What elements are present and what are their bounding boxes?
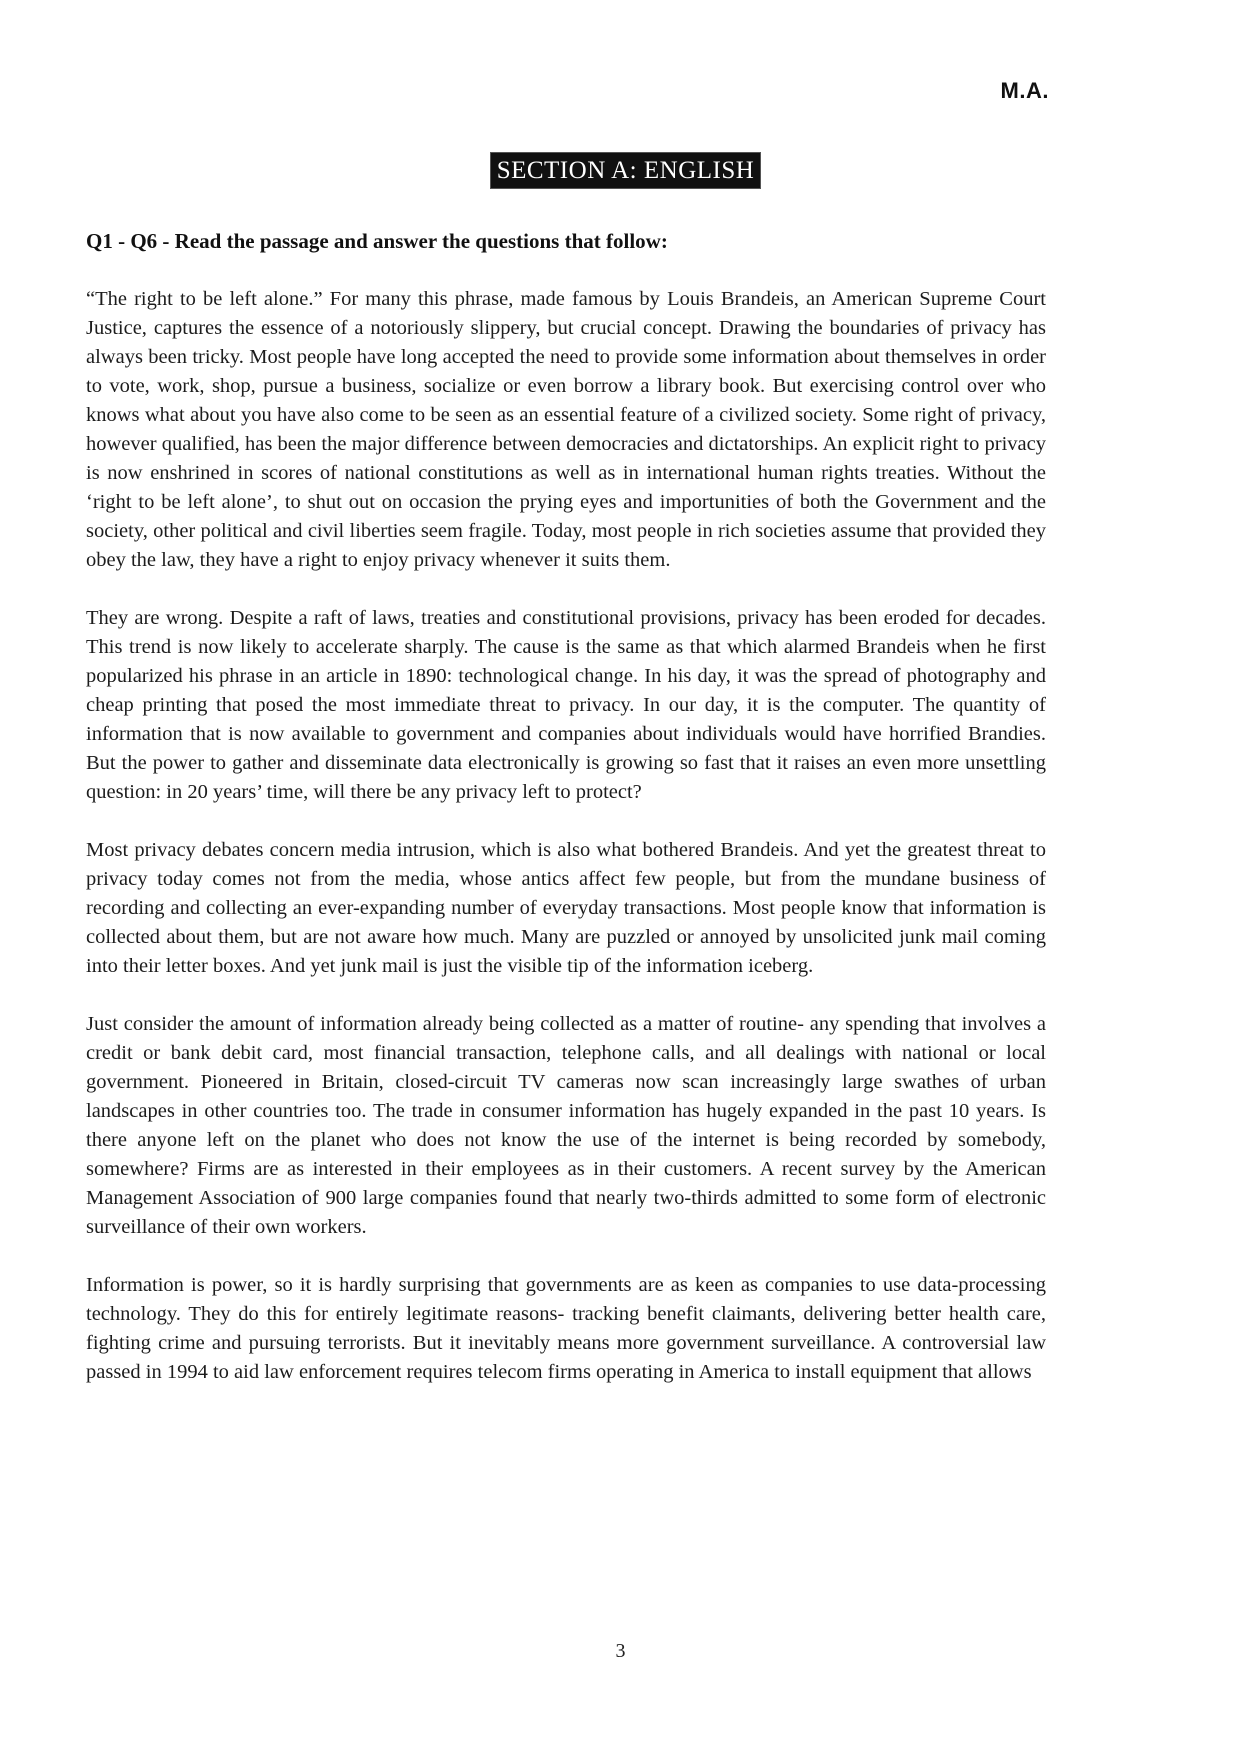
course-code: M.A. [1000, 78, 1049, 103]
question-heading: Q1 - Q6 - Read the passage and answer the questions that follow: [86, 229, 668, 253]
section-heading: SECTION A: ENGLISH [490, 152, 762, 189]
reading-passage [86, 285, 1046, 1416]
page-number: 3 [615, 1640, 626, 1662]
passage-paragraph-4: Just consider the amount of information already being collected as a matter of routine- any spending that involves a credit or bank debit card, most financial transaction, telephone calls, and all dealings with national or local government. Pioneered in Britain, closed-circuit TV cameras now scan increasingly large swathes of urban landscapes in other countries too. The trade in consumer information has hugely expanded in the past 10 years. Is there anyone left on the planet who does not know the use of the internet is being recorded by somebody, somewhere? Firms are as interested in their employees as in their customers. A recent survey by the American Management Association of 900 large companies found that nearly two-thirds admitted to some form of electronic surveillance of their own workers. [86, 1013, 1046, 1238]
passage-paragraph-5: Information is power, so it is hardly surprising that governments are as keen as companies to use data-processing technology. They do this for entirely legitimate reasons- tracking benefit claimants, delivering better health care, fighting crime and pursuing terrorists. But it inevitably means more government surveillance. A controversial law passed in 1994 to aid law enforcement requires telecom firms operating in America to install equipment that allows [86, 1274, 1046, 1383]
section-heading-container [0, 152, 1241, 189]
passage-paragraph-3: Most privacy debates concern media intrusion, which is also what bothered Brandeis. And yet the greatest threat to privacy today comes not from the media, whose antics affect few people, but from the mundane business of recording and collecting an ever-expanding number of everyday transactions. Most people know that information is collected about them, but are not aware how much. Many are puzzled or annoyed by unsolicited junk mail coming into their letter boxes. And yet junk mail is just the visible tip of the information iceberg. [86, 839, 1046, 977]
passage-paragraph-2: They are wrong. Despite a raft of laws, treaties and constitutional provisions, privacy has been eroded for decades. This trend is now likely to accelerate sharply. The cause is the same as that which alarmed Brandeis when he first popularized his phrase in an article in 1890: technological change. In his day, it was the spread of photography and cheap printing that posed the most immediate threat to privacy. In our day, it is the computer. The quantity of information that is now available to government and companies about individuals would have horrified Brandies. But the power to gather and disseminate data electronically is growing so fast that it raises an even more unsettling question: in 20 years’ time, will there be any privacy left to protect? [86, 607, 1046, 803]
passage-paragraph-1: “The right to be left alone.” For many this phrase, made famous by Louis Brandeis, an American Supreme Court Justice, captures the essence of a notoriously slippery, but crucial concept. Drawing the boundaries of privacy has always been tricky. Most people have long accepted the need to provide some information about themselves in order to vote, work, shop, pursue a business, socialize or even borrow a library book. But exercising control over who knows what about you have also come to be seen as an essential feature of a civilized society. Some right of privacy, however qualified, has been the major difference between democracies and dictatorships. An explicit right to privacy is now enshrined in scores of national constitutions as well as in international human rights treaties. Without the ‘right to be left alone’, to shut out on occasion the prying eyes and importunities of both the Government and the society, other political and civil liberties seem fragile. Today, most people in rich societies assume that provided they obey the law, they have a right to enjoy privacy whenever it suits them. [86, 288, 1046, 571]
